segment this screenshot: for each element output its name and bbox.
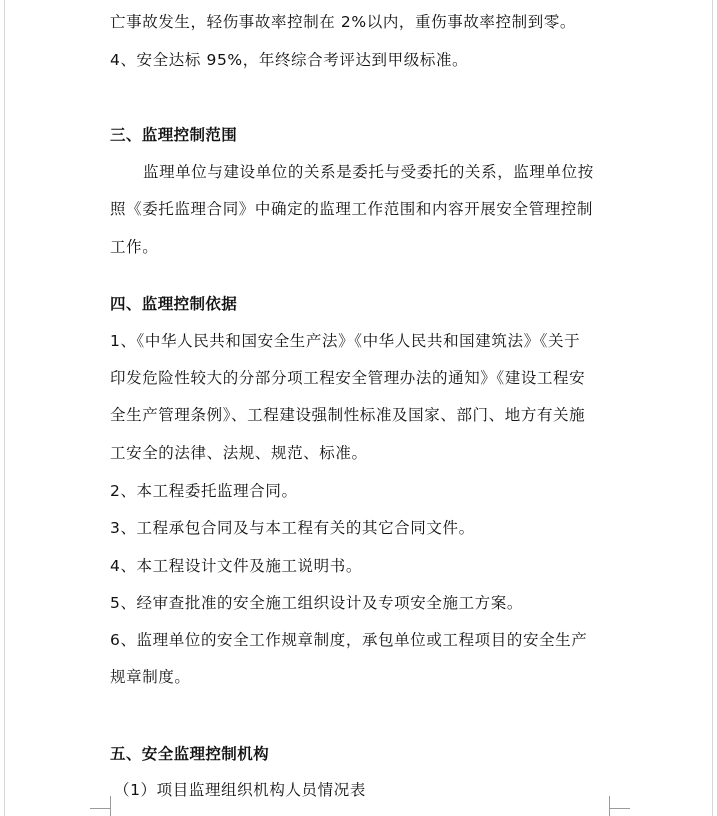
paragraph-line: 工作。 xyxy=(110,238,159,256)
paragraph-line: 照《委托监理合同》中确定的监理工作范围和内容开展安全管理控制 xyxy=(110,200,594,218)
list-item: 2、本工程委托监理合同。 xyxy=(110,482,298,500)
section-heading: 五、安全监理控制机构 xyxy=(110,745,270,763)
section-heading: 三、监理控制范围 xyxy=(110,126,238,144)
section-heading: 四、监理控制依据 xyxy=(110,295,238,313)
list-item: 1、《中华人民共和国安全生产法》《中华人民共和国建筑法》《关于 xyxy=(110,332,581,350)
paragraph-line: 4、安全达标 95%，年终综合考评达到甲级标准。 xyxy=(110,51,469,69)
list-item: 5、经审查批准的安全施工组织设计及专项安全施工方案。 xyxy=(110,594,523,612)
list-item: 全生产管理条例》、工程建设强制性标准及国家、部门、地方有关施 xyxy=(110,406,586,424)
list-item: 印发危险性较大的分部分项工程安全管理办法的通知》《建设工程安 xyxy=(110,369,586,387)
list-item: 工安全的法律、法规、规范、标准。 xyxy=(110,444,368,462)
list-item: 规章制度。 xyxy=(110,668,191,686)
paragraph-line: 亡事故发生，轻伤事故率控制在 2%以内，重伤事故率控制到零。 xyxy=(110,13,577,31)
list-item: 6、监理单位的安全工作规章制度，承包单位或工程项目的安全生产 xyxy=(110,631,588,649)
sub-heading: （1）项目监理组织机构人员情况表 xyxy=(114,781,366,799)
list-item: 4、本工程设计文件及施工说明书。 xyxy=(110,557,362,575)
list-item: 3、工程承包合同及与本工程有关的其它合同文件。 xyxy=(110,519,475,537)
paragraph-line: 监理单位与建设单位的关系是委托与受委托的关系，监理单位按 xyxy=(143,163,594,181)
